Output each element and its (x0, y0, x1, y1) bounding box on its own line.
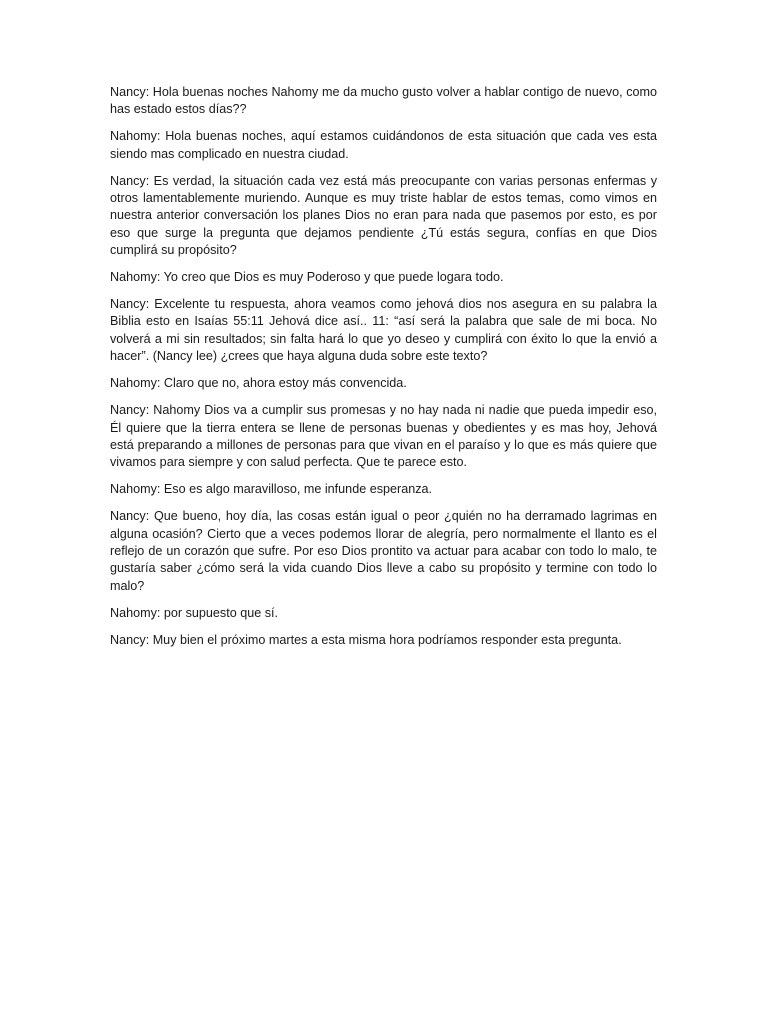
paragraph-4: Nahomy: Yo creo que Dios es muy Poderoso y que puede logara todo. (110, 270, 504, 285)
paragraph-6: Nahomy: Claro que no, ahora estoy más convencida. (110, 376, 407, 391)
paragraph-7: Nancy: Nahomy Dios va a cumplir sus promesas y no hay nada ni nadie que pueda impedir eso, Él quiere que la tierra entera se llene de personas buenas y obedientes y es mas hoy, Jehová está preparando a millones de personas para que vivan en el paraíso y lo que es más quiere que vivamos para siempre y con salud perfecta. Que te parece esto. (110, 403, 657, 470)
paragraph-10: Nahomy: por supuesto que sí. (110, 605, 279, 620)
paragraph-1: Nancy: Hola buenas noches Nahomy me da mucho gusto volver a hablar contigo de nuevo, como has estado estos días?? (110, 85, 657, 117)
paragraph-5: Nancy: Excelente tu respuesta, ahora veamos como jehová dios nos asegura en su palabra la Biblia esto en Isaías 55:11 Jehová dice así.. 11: “así será la palabra que sale de mi boca. No volverá a mi sin resultados; sin falta hará lo que yo deseo y cumplirá con éxito lo que la envió a hacer”. (Nancy lee) ¿crees que haya alguna duda sobre este texto? (110, 297, 657, 364)
paragraph-9: Nancy: Que bueno, hoy día, las cosas están igual o peor ¿quién no ha derramado lagrimas en alguna ocasión? Cierto que a veces podemos llorar de alegría, pero normalmente el llanto es el reflejo de un corazón que sufre. Por eso Dios prontito va actuar para acabar con todo lo malo, te gustaría saber ¿cómo será la vida cuando Dios lleve a cabo su propósito y termine con todo lo malo? (110, 509, 657, 593)
document-body (110, 84, 657, 658)
paragraph-11: Nancy: Muy bien el próximo martes a esta misma hora podríamos responder esta pregunta. (110, 632, 622, 647)
paragraph-2: Nahomy: Hola buenas noches, aquí estamos cuidándonos de esta situación que cada ves esta siendo mas complicado en nuestra ciudad. (110, 129, 657, 161)
paragraph-8: Nahomy: Eso es algo maravilloso, me infunde esperanza. (110, 482, 433, 497)
paragraph-3: Nancy: Es verdad, la situación cada vez está más preocupante con varias personas enfermas y otros lamentablemente muriendo. Aunque es muy triste hablar de estos temas, como vimos en nuestra anterior conversación los planes Dios no eran para nada que pasemos por esto, es por eso que surge la pregunta que dejamos pendiente ¿Tú estás segura, confías en que Dios cumplirá su propósito? (110, 173, 657, 258)
